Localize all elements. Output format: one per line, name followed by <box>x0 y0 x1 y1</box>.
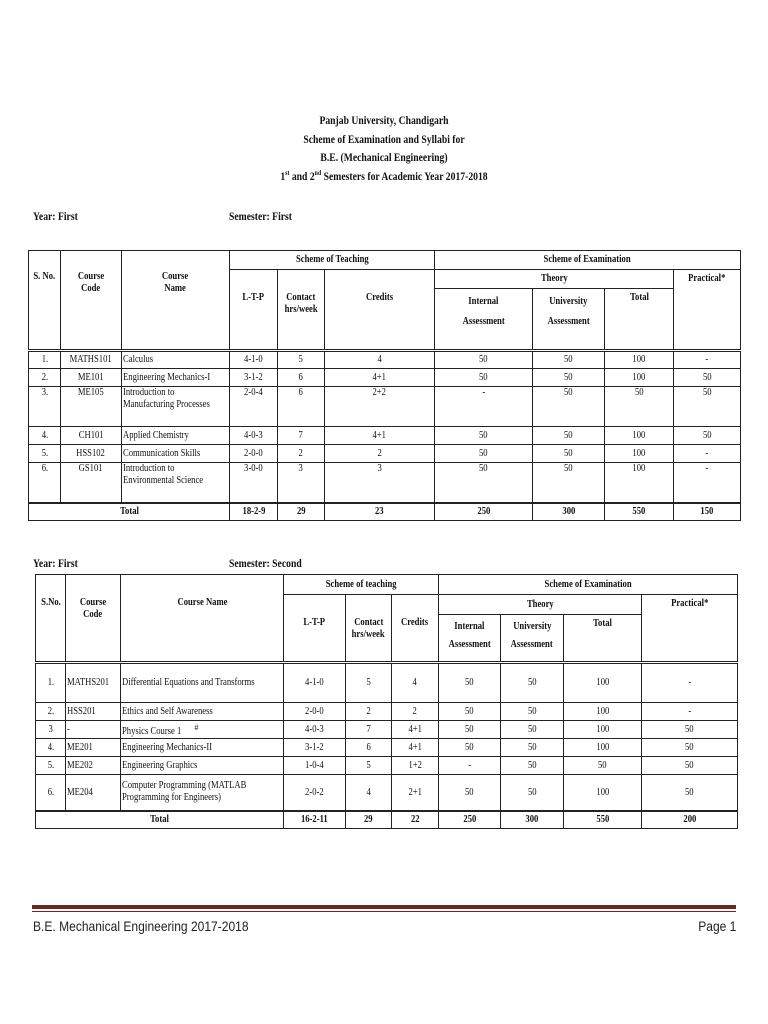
table-row <box>29 427 741 445</box>
cell-university: 50 <box>501 739 564 757</box>
cell-total: 100 <box>605 445 674 463</box>
cell-contact: 7 <box>346 721 392 739</box>
cell-university: 50 <box>501 775 564 811</box>
program-name: B.E. (Mechanical Engineering) <box>320 152 448 164</box>
sem1-header-credits: Credits <box>325 270 435 351</box>
cell-practical: - <box>674 351 741 369</box>
cell-credits: 4 <box>325 351 435 369</box>
sem1-table <box>28 250 741 521</box>
cell-practical: - <box>674 445 741 463</box>
sem1-header-total: Total <box>605 289 674 351</box>
cell-credits: 2 <box>392 703 439 721</box>
cell-contact: 4 <box>346 775 392 811</box>
table-row <box>36 775 738 811</box>
cell-code: ME101 <box>61 369 122 387</box>
cell-code: - <box>66 721 121 739</box>
sem1-total-contact: 29 <box>278 503 325 521</box>
cell-practical: 50 <box>642 721 738 739</box>
cell-total: 100 <box>564 739 642 757</box>
cell-code: ME105 <box>61 387 122 427</box>
cell-ltp: 4-0-3 <box>284 721 346 739</box>
cell-contact: 6 <box>278 369 325 387</box>
cell-contact: 5 <box>346 663 392 703</box>
cell-ltp: 3-1-2 <box>230 369 278 387</box>
sem1-header-contact: Contact hrs/week <box>278 270 325 351</box>
cell-credits: 2+1 <box>392 775 439 811</box>
cell-internal: 50 <box>439 739 501 757</box>
table-row <box>29 445 741 463</box>
cell-practical: 50 <box>642 775 738 811</box>
sem1-header-sno: S. No. <box>29 251 61 351</box>
cell-total: 100 <box>605 463 674 503</box>
cell-contact: 2 <box>346 703 392 721</box>
sem1-header-exam: Scheme of Examination <box>435 251 741 270</box>
sem1-header-internal: Internal Assessment <box>435 289 533 351</box>
cell-credits: 4+1 <box>392 721 439 739</box>
cell-university: 50 <box>533 427 605 445</box>
cell-internal: 50 <box>439 721 501 739</box>
table-row <box>36 703 738 721</box>
footer-rule-thick <box>32 905 736 909</box>
cell-internal: 50 <box>435 351 533 369</box>
sem2-total-practical: 200 <box>642 811 738 829</box>
sem2-total-total: 550 <box>564 811 642 829</box>
document-header <box>61 112 706 186</box>
sem2-semester-label: Semester: Second <box>229 558 302 570</box>
sem2-header-university: University Assessment <box>501 615 564 663</box>
sem2-total-university: 300 <box>501 811 564 829</box>
cell-practical: - <box>674 463 741 503</box>
cell-credits: 2 <box>325 445 435 463</box>
sem1-semester-label: Semester: First <box>229 211 293 223</box>
cell-ltp: 2-0-2 <box>284 775 346 811</box>
cell-total: 100 <box>564 775 642 811</box>
sem2-header-sno: S.No. <box>36 575 66 663</box>
cell-credits: 1+2 <box>392 757 439 775</box>
sem1-year-label: Year: First <box>33 211 78 223</box>
cell-university: 50 <box>533 369 605 387</box>
sem2-total-row <box>36 811 738 829</box>
sem2-header-credits: Credits <box>392 595 439 663</box>
cell-sno: 6. <box>36 775 66 811</box>
cell-name: Communication Skills <box>122 445 230 463</box>
sem1-header-code: Course Code <box>61 251 122 351</box>
footnote-marker: # <box>194 722 199 732</box>
sem1-total-credits: 23 <box>325 503 435 521</box>
table-row <box>36 663 738 703</box>
sem1-header-teaching: Scheme of Teaching <box>230 251 435 270</box>
sem2-total-contact: 29 <box>346 811 392 829</box>
cell-credits: 4+1 <box>325 427 435 445</box>
cell-ltp: 2-0-0 <box>230 445 278 463</box>
sem1-header-theory: Theory <box>435 270 674 289</box>
sem1-header-practical: Practical* <box>674 270 741 351</box>
scheme-title: Scheme of Examination and Syllabi for <box>303 133 465 146</box>
sem2-header-exam: Scheme of Examination <box>439 575 738 595</box>
sem2-table <box>35 574 738 829</box>
cell-ltp: 4-1-0 <box>284 663 346 703</box>
cell-code: HSS201 <box>66 703 121 721</box>
cell-university: 50 <box>501 663 564 703</box>
cell-name: Differential Equations and Transforms <box>121 663 284 703</box>
cell-internal: 50 <box>439 703 501 721</box>
cell-name: Engineering Mechanics-I <box>122 369 230 387</box>
sem2-total-internal: 250 <box>439 811 501 829</box>
cell-practical: - <box>642 703 738 721</box>
cell-total: 100 <box>564 703 642 721</box>
cell-practical: 50 <box>674 387 741 427</box>
cell-university: 50 <box>501 721 564 739</box>
sem2-header-practical: Practical* <box>642 595 738 663</box>
sem2-header-contact: Contact hrs/week <box>346 595 392 663</box>
sem2-header-internal: Internal Assessment <box>439 615 501 663</box>
cell-contact: 6 <box>346 739 392 757</box>
table-row <box>36 739 738 757</box>
table-row <box>36 721 738 739</box>
sem2-total-ltp: 16-2-11 <box>284 811 346 829</box>
cell-university: 50 <box>501 757 564 775</box>
cell-practical: 50 <box>674 369 741 387</box>
sem2-header-theory: Theory <box>439 595 642 615</box>
cell-contact: 6 <box>278 387 325 427</box>
cell-ltp: 4-1-0 <box>230 351 278 369</box>
cell-code: GS101 <box>61 463 122 503</box>
cell-code: CH101 <box>61 427 122 445</box>
sem1-header-university: University Assessment <box>533 289 605 351</box>
cell-contact: 5 <box>346 757 392 775</box>
cell-university: 50 <box>501 703 564 721</box>
cell-ltp: 4-0-3 <box>230 427 278 445</box>
sem2-year-label: Year: First <box>33 558 78 570</box>
sem2-header-name: Course Name <box>121 575 284 663</box>
sem1-total-row <box>29 503 741 521</box>
cell-total: 100 <box>605 427 674 445</box>
cell-contact: 7 <box>278 427 325 445</box>
cell-university: 50 <box>533 445 605 463</box>
cell-credits: 4+1 <box>325 369 435 387</box>
cell-name: Calculus <box>122 351 230 369</box>
cell-name: Introduction to Manufacturing Processes <box>122 387 230 427</box>
table-row <box>29 387 741 427</box>
cell-code: MATHS201 <box>66 663 121 703</box>
table-row <box>29 369 741 387</box>
cell-name: Computer Programming (MATLAB Programming for Engineers) <box>121 775 284 811</box>
sem2-total-label: Total <box>36 811 284 829</box>
sem1-total-ltp: 18-2-9 <box>230 503 278 521</box>
sem1-header-ltp: L-T-P <box>230 270 278 351</box>
cell-university: 50 <box>533 351 605 369</box>
cell-sno: 2. <box>36 703 66 721</box>
cell-credits: 3 <box>325 463 435 503</box>
cell-internal: - <box>439 757 501 775</box>
sem1-total-internal: 250 <box>435 503 533 521</box>
cell-code: HSS102 <box>61 445 122 463</box>
sem1-total-university: 300 <box>533 503 605 521</box>
cell-contact: 5 <box>278 351 325 369</box>
cell-contact: 3 <box>278 463 325 503</box>
cell-internal: 50 <box>435 369 533 387</box>
cell-practical: 50 <box>642 739 738 757</box>
cell-credits: 4 <box>392 663 439 703</box>
table-row <box>29 351 741 369</box>
sem2-header-total: Total <box>564 615 642 663</box>
cell-name: Applied Chemistry <box>122 427 230 445</box>
cell-sno: 1. <box>36 663 66 703</box>
cell-total: 100 <box>564 663 642 703</box>
cell-internal: 50 <box>439 775 501 811</box>
cell-code: ME204 <box>66 775 121 811</box>
cell-name: Ethics and Self Awareness <box>121 703 284 721</box>
cell-ltp: 3-1-2 <box>284 739 346 757</box>
cell-total: 100 <box>564 721 642 739</box>
cell-sno: 3. <box>29 387 61 427</box>
cell-code: ME202 <box>66 757 121 775</box>
cell-internal: 50 <box>435 445 533 463</box>
cell-code: ME201 <box>66 739 121 757</box>
cell-ltp: 1-0-4 <box>284 757 346 775</box>
sem1-total-total: 550 <box>605 503 674 521</box>
footer-document-title: B.E. Mechanical Engineering 2017-2018 <box>33 918 249 934</box>
cell-sno: 4. <box>36 739 66 757</box>
cell-total: 100 <box>605 351 674 369</box>
sem1-total-label: Total <box>29 503 230 521</box>
sem2-total-credits: 22 <box>392 811 439 829</box>
sem2-header-ltp: L-T-P <box>284 595 346 663</box>
cell-credits: 2+2 <box>325 387 435 427</box>
cell-code: MATHS101 <box>61 351 122 369</box>
cell-total: 50 <box>564 757 642 775</box>
cell-practical: - <box>642 663 738 703</box>
cell-internal: 50 <box>439 663 501 703</box>
sem2-header-code: Course Code <box>66 575 121 663</box>
cell-name: Engineering Mechanics-II <box>121 739 284 757</box>
university-name: Panjab University, Chandigarh <box>319 115 449 127</box>
cell-ltp: 2-0-0 <box>284 703 346 721</box>
cell-internal: 50 <box>435 463 533 503</box>
cell-sno: 5. <box>29 445 61 463</box>
cell-total: 50 <box>605 387 674 427</box>
sem2-header-teaching: Scheme of teaching <box>284 575 439 595</box>
footer-page-number: Page 1 <box>697 918 736 934</box>
cell-sno: 5. <box>36 757 66 775</box>
cell-credits: 4+1 <box>392 739 439 757</box>
table-row <box>36 757 738 775</box>
cell-ltp: 3-0-0 <box>230 463 278 503</box>
cell-name: Physics Course 1 # <box>121 721 284 739</box>
cell-practical: 50 <box>674 427 741 445</box>
cell-sno: 3 <box>36 721 66 739</box>
cell-university: 50 <box>533 463 605 503</box>
semesters-line: 1st and 2nd Semesters for Academic Year 2017-2018 <box>280 168 488 183</box>
cell-practical: 50 <box>642 757 738 775</box>
cell-sno: 2. <box>29 369 61 387</box>
sem1-header-name: Course Name <box>122 251 230 351</box>
cell-university: 50 <box>533 387 605 427</box>
cell-total: 100 <box>605 369 674 387</box>
sem1-total-practical: 150 <box>674 503 741 521</box>
cell-sno: 4. <box>29 427 61 445</box>
footer-rule-thin <box>32 911 736 912</box>
cell-contact: 2 <box>278 445 325 463</box>
cell-name: Engineering Graphics <box>121 757 284 775</box>
cell-name: Introduction to Environmental Science <box>122 463 230 503</box>
cell-sno: 6. <box>29 463 61 503</box>
cell-sno: 1. <box>29 351 61 369</box>
cell-internal: - <box>435 387 533 427</box>
cell-internal: 50 <box>435 427 533 445</box>
cell-ltp: 2-0-4 <box>230 387 278 427</box>
table-row <box>29 463 741 503</box>
